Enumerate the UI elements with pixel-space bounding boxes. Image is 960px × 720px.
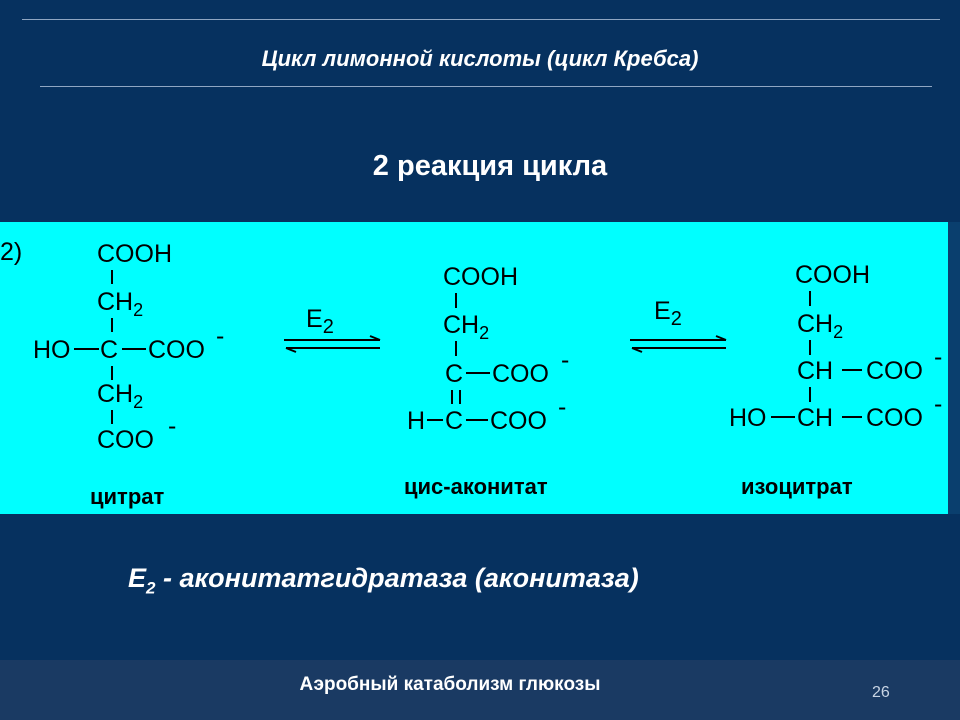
equilibrium-arrow-1	[284, 305, 380, 352]
isocitrate-structure	[729, 261, 942, 499]
aconitate-cooh: COOH	[443, 263, 518, 291]
citrate-name: цитрат	[90, 484, 165, 509]
citrate-c: C	[100, 336, 119, 364]
title-bottom-rule	[40, 86, 932, 87]
isocitrate-ch-b: CH	[797, 404, 834, 432]
enzyme-note	[128, 563, 639, 598]
aconitate-name: цис-аконитат	[404, 474, 548, 499]
panel-edge	[948, 222, 960, 514]
reaction-number: 2)	[0, 238, 23, 266]
reaction-scheme	[0, 222, 960, 514]
isocitrate-name: изоцитрат	[741, 474, 853, 499]
citrate-minus: -	[216, 322, 225, 350]
isocitrate-coo: COO	[866, 357, 923, 385]
footer-text: Аэробный катаболизм глюкозы	[299, 674, 601, 695]
isocitrate-ho: HO	[729, 404, 767, 432]
title-top-rule	[22, 19, 940, 20]
page-number: 26	[872, 684, 890, 701]
citrate-cooh: COOH	[97, 240, 172, 268]
arrow-2-enzyme: $E_2$	[654, 297, 682, 330]
arrow-1-enzyme: $E_2$	[306, 305, 334, 338]
isocitrate-ch2: $CH_2$	[797, 310, 844, 342]
aconitate-coo: COO	[492, 360, 549, 388]
aconitate-ch2: $CH_2$	[443, 311, 490, 343]
aconitate-minus2: -	[558, 393, 567, 421]
aconitate-h: H	[407, 407, 426, 435]
enzyme-note-subscript: 2	[146, 578, 156, 598]
isocitrate-ch: CH	[797, 357, 834, 385]
citrate-ho: HO	[33, 336, 71, 364]
citrate-ch2-a: $CH_2$	[97, 288, 144, 320]
citrate-ch2-b: $CH_2$	[97, 380, 144, 412]
citrate-bottom-minus: -	[168, 412, 177, 440]
isocitrate-minus: -	[934, 343, 943, 371]
citrate-structure	[33, 240, 224, 509]
aconitate-c: C	[445, 360, 464, 388]
slide-title: Цикл лимонной кислоты (цикл Кребса)	[261, 46, 699, 71]
isocitrate-minus2: -	[934, 390, 943, 418]
citrate-coo: COO	[148, 336, 205, 364]
aconitate-coo2: COO	[490, 407, 547, 435]
enzyme-note-letter: E	[128, 563, 147, 593]
reaction-panel	[0, 222, 960, 514]
equilibrium-arrow-2	[630, 297, 726, 352]
enzyme-note-text: - аконитатгидратаза (аконитаза)	[155, 563, 639, 593]
reaction-subtitle: 2 реакция цикла	[372, 150, 608, 182]
isocitrate-coo2: COO	[866, 404, 923, 432]
isocitrate-cooh: COOH	[795, 261, 870, 289]
aconitate-c2: C	[445, 407, 464, 435]
citrate-coo-bottom: COO	[97, 426, 154, 454]
aconitate-minus: -	[561, 346, 570, 374]
cis-aconitate-structure	[404, 263, 569, 499]
